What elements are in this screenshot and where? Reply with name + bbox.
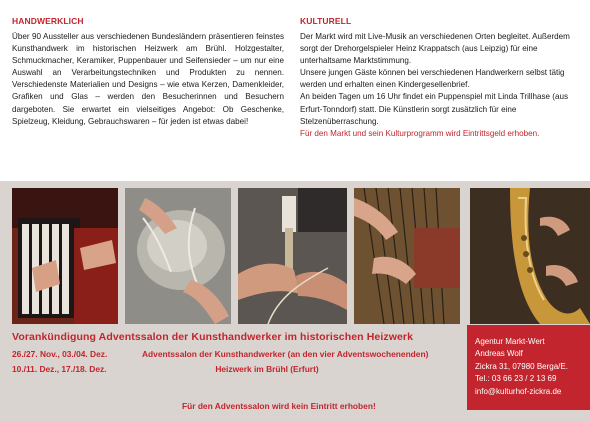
handwerklich-heading: HANDWERKLICH — [12, 16, 84, 26]
schedule-row-2 — [12, 364, 464, 379]
free-entry-note: Für den Adventssalon wird kein Eintritt erhoben! — [182, 401, 376, 411]
photo-saxophone — [470, 188, 590, 324]
kulturell-text-kids: Unsere jungen Gäste können bei verschiedenen Handwerkern selbst tätig werden und erhalten einen Kindergesellenbrief. — [300, 68, 565, 90]
schedule-row-1 — [12, 349, 464, 364]
photo-string-craft — [238, 188, 347, 324]
contact-box — [467, 325, 590, 410]
schedule-desc-1: Adventssalon der Kunsthandwerker (an den vier Adventswochenenden) — [142, 349, 429, 359]
contact-person: Andreas Wolf — [475, 349, 523, 359]
handwerklich-text: Über 90 Aussteller aus verschiedenen Bundesländern präsentieren feinstes Kunsthandwerk im historischen Heizwerk am Brühl. Holzgestalter, Schmuckmacher, Keramiker, Puppenbauer und Seifensieder – um nur eine Auswahl an Verarbeitungstechniken und Produkten zu nennen. Verschiedenste Materialien und Designs – wie etwa Kerzen, Damenkleider, Grafiken und Glas – werden den Besucherinnen und Besuchern dargeboten. Sie erwartet ein vielseitiges Angebot: Ob Geschenke, Spielzeug, Kleidung, Gebrauchswaren – für jeden ist etwas dabei! — [12, 32, 284, 126]
contact-email[interactable]: info@kulturhof-zickra.de — [475, 386, 562, 396]
kulturell-section — [300, 16, 582, 140]
schedule-dates-1: 26./27. Nov., 03./04. Dez. — [12, 349, 108, 359]
handwerklich-section — [12, 16, 284, 128]
announcement-block — [12, 331, 464, 411]
schedule-dates-2: 10./11. Dez., 17./18. Dez. — [12, 363, 107, 374]
kulturell-text-music: Der Markt wird mit Live-Musik an verschiedenen Orten begleitet. Außerdem sorgt der Drehorgelspieler Heinz Krappatsch (aus Leipzig) für eine unterhaltsame Marktstimmung. — [300, 32, 570, 66]
kulturell-heading: KULTURELL — [300, 16, 352, 26]
contact-phone: Tel.: 03 66 23 / 2 13 69 — [475, 374, 557, 384]
kulturell-text-admission: Für den Markt und sein Kulturprogramm wird Eintrittsgeld erhoben. — [300, 128, 540, 138]
kulturell-text-puppet: An beiden Tagen um 16 Uhr findet ein Puppenspiel mit Linda Trillhase (aus Erfurt-Tonndorf) statt. Die Künstlerin sorgt zusätzlich für eine Stelzenüberraschung. — [300, 92, 569, 126]
announcement-title: Vorankündigung Adventssalon der Kunsthandwerker im historischen Heizwerk — [12, 331, 414, 343]
schedule-desc-2: Heizwerk im Brühl (Erfurt) — [215, 363, 319, 374]
photo-felting — [125, 188, 231, 324]
photo-accordion — [12, 188, 118, 324]
photo-weaving — [354, 188, 460, 324]
photo-strip — [0, 181, 590, 325]
contact-address: Zickra 31, 07980 Berga/E. — [475, 361, 568, 371]
contact-agency: Agentur Markt-Wert — [475, 337, 545, 346]
